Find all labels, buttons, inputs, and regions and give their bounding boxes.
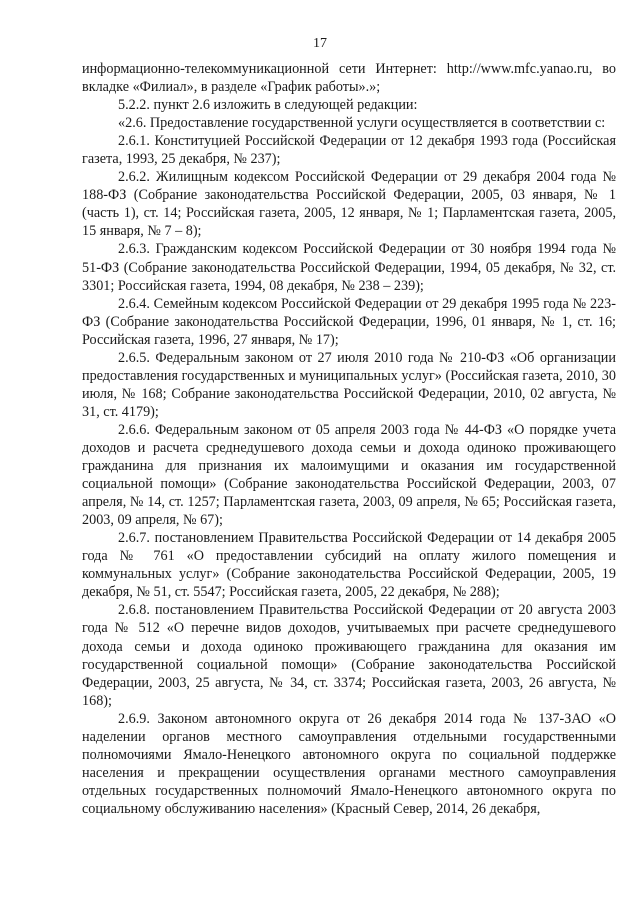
paragraph-2-6-2: 2.6.2. Жилищным кодексом Российской Федерации от 29 декабря 2004 года № 188-ФЗ (Собрание законодательства Российской Федерации, 2005, 03 января, № 1 (часть 1), ст. 14; Российская газета, 2005, 12 января, № 1; Парламентская газета, 2005, 15 января, № 7 – 8); [82,169,616,240]
paragraph-2-6-4: 2.6.4. Семейным кодексом Российской Федерации от 29 декабря 1995 года № 223-ФЗ (Собрание законодательства Российской Федерации, 1996, 01 января, № 1, ст. 16; Российская газета, 1996, 27 января, № 17); [82,295,616,348]
paragraph-2-6-5: 2.6.5. Федеральным законом от 27 июля 2010 года № 210-ФЗ «Об организации предоставления государственных и муниципальных услуг» (Российская газета, 2010, 30 июля, № 168; Собрание законодательства Российской Федерации, 2010, 02 августа, № 31, ст. 4179); [82,349,616,420]
paragraph-2-6: «2.6. Предоставление государственной услуги осуществляется в соответствии с: [118,115,606,132]
paragraph-2-6-3: 2.6.3. Гражданским кодексом Российской Федерации от 30 ноября 1994 года № 51-ФЗ (Собрание законодательства Российской Федерации, 1994, 05 декабря, № 32, ст. 3301; Российская газета, 1994, 08 декабря, № 238 – 239); [82,241,616,294]
paragraph-2-6-7: 2.6.7. постановлением Правительства Российской Федерации от 14 декабря 2005 года № 761 «О предоставлении субсидий на оплату жилого помещения и коммунальных услуг» (Собрание законодательства Российской Федерации, 2005, 19 декабря, № 51, ст. 5547; Российская газета, 2005, 22 декабря, № 288); [82,530,616,601]
paragraph-continuation: информационно-телекоммуникационной сети Интернет: http://www.mfc.yanao.ru, во вкладке «Филиал», в разделе «График работы».»; [82,61,616,96]
paragraph-2-6-8: 2.6.8. постановлением Правительства Российской Федерации от 20 августа 2003 года № 512 «О перечне видов доходов, учитываемых при расчете среднедушевого дохода семьи и дохода одиноко проживающего гражданина для оказания им государственной социальной помощи» (Собрание законодательства Российской Федерации, 2003, 25 августа, № 34, ст. 3374; Российская газета, 2003, 26 августа, № 168); [82,602,616,709]
paragraph-2-6-6: 2.6.6. Федеральным законом от 05 апреля 2003 года № 44-ФЗ «О порядке учета доходов и расчета среднедушевого дохода семьи и дохода одиноко проживающего гражданина для признания их малоимущими и оказания им государственной социальной помощи» (Собрание законодательства Российской Федерации, 2003, 07 апреля, № 14, ст. 1257; Парламентская газета, 2003, 09 апреля, № 65; Российская газета, 2003, 09 апреля, № 67); [82,421,616,529]
paragraph-2-6-1: 2.6.1. Конституцией Российской Федерации от 12 декабря 1993 года (Российская газета, 1993, 25 декабря, № 237); [82,133,616,168]
page-number: 17 [313,36,327,51]
paragraph-2-6-9: 2.6.9. Законом автономного округа от 26 декабря 2014 года № 137-ЗАО «О наделении органов местного самоуправления отдельными государственными полномочиями Ямало-Ненецкого автономного округа по социальной поддержке населения и прекращении осуществления органами местного самоуправления отдельных государственных полномочий Ямало-Ненецкого автономного округа по социальному обслуживанию населения» (Красный Север, 2014, 26 декабря, [82,710,616,817]
paragraph-5-2-2: 5.2.2. пункт 2.6 изложить в следующей редакции: [118,97,418,114]
document-body [82,60,616,818]
